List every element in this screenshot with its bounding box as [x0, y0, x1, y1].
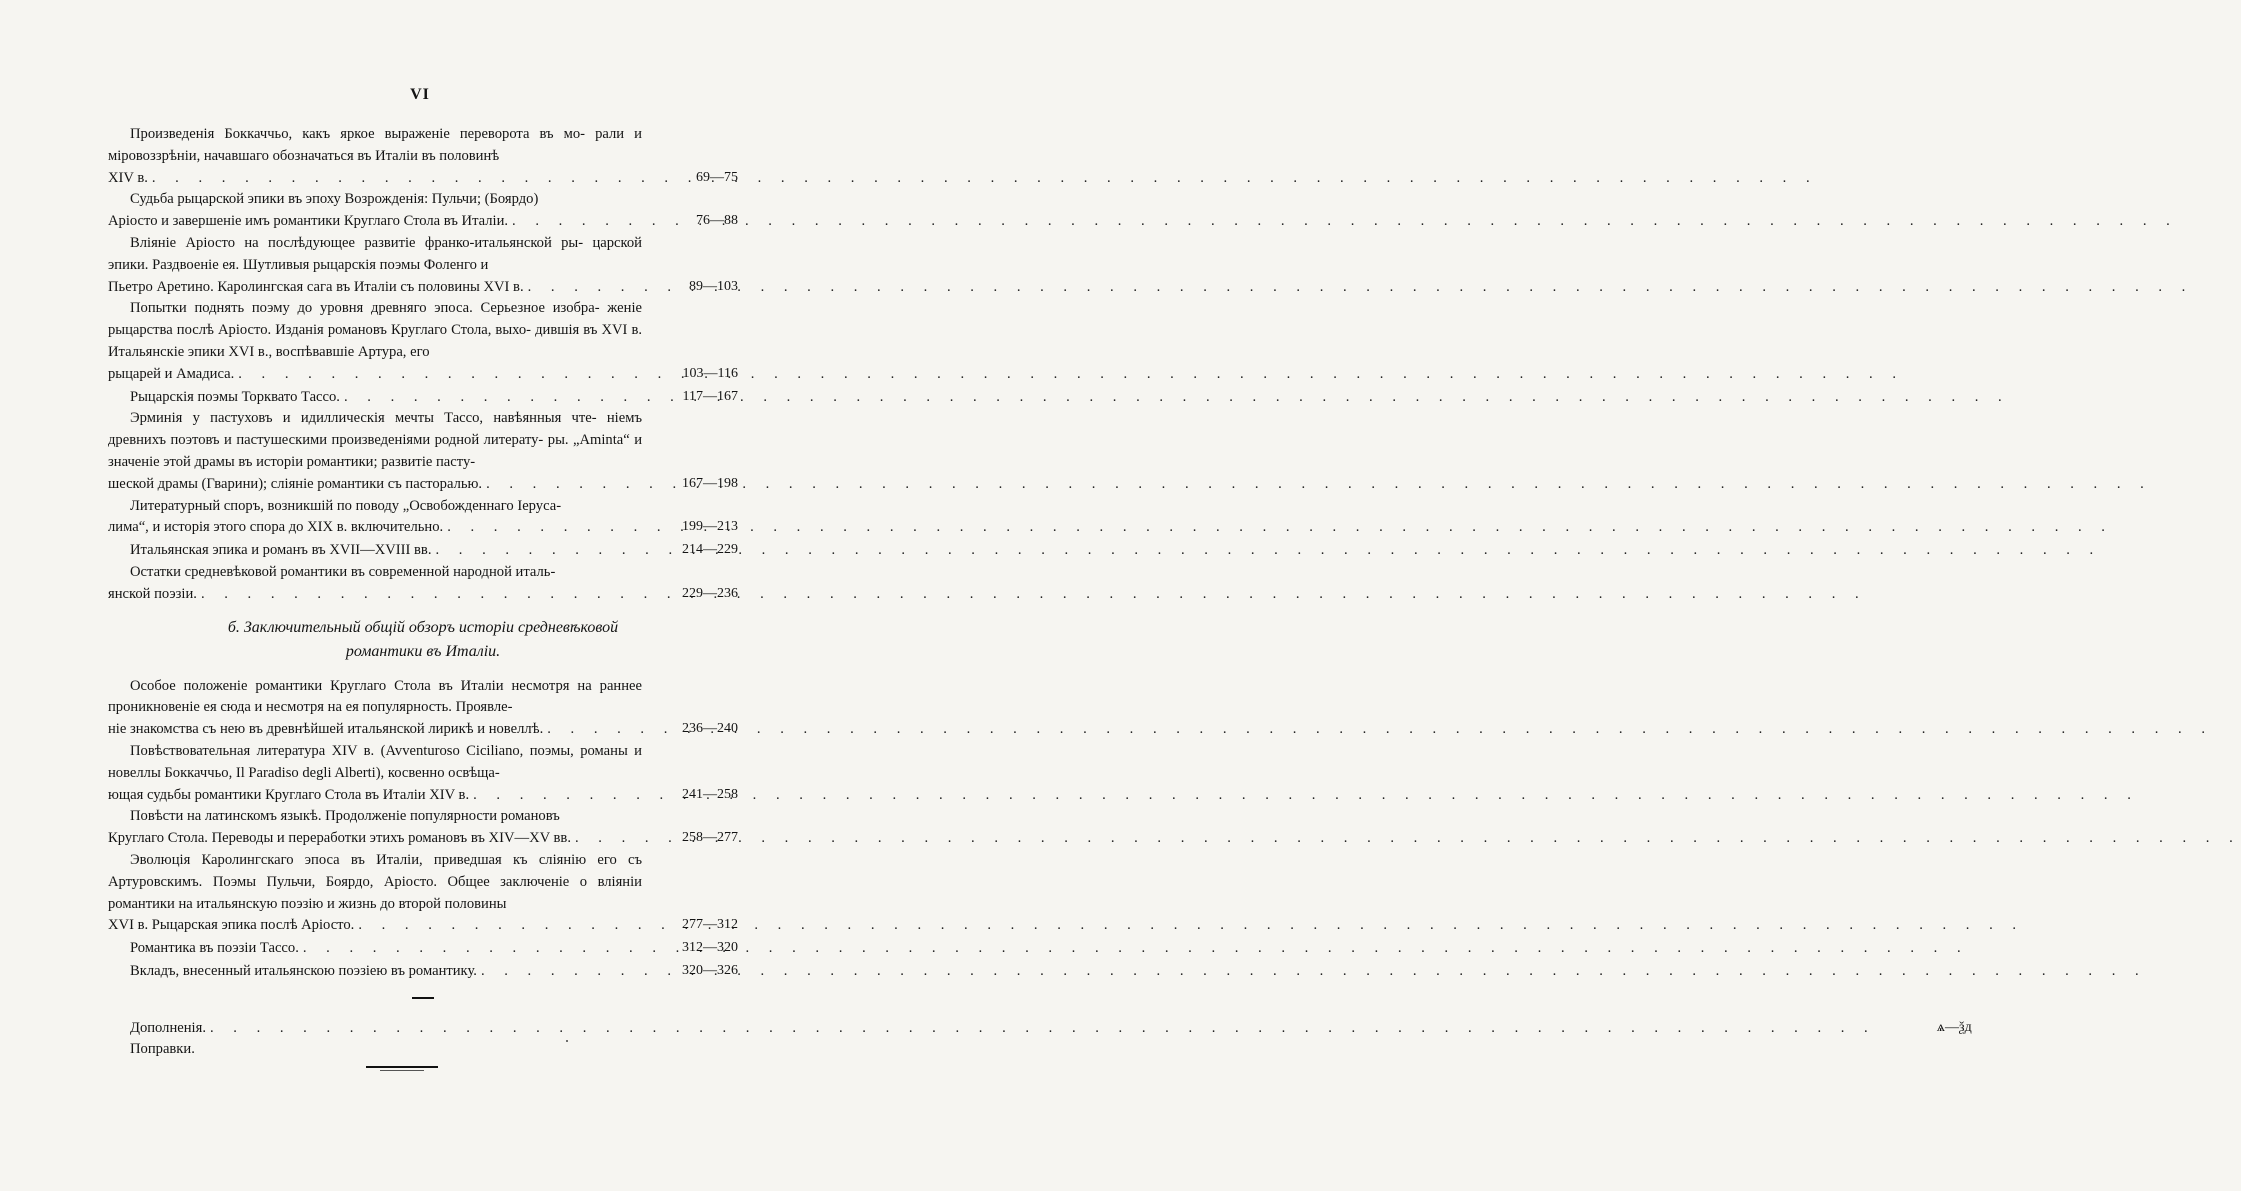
entry-last-line: [108, 938, 642, 960]
entry-text: [108, 806, 642, 850]
appendix-entry: [108, 1039, 738, 1061]
entry-last-line: [108, 168, 642, 190]
dot-leader: [197, 584, 1867, 606]
entry-text: [108, 961, 642, 983]
dot-leader: [543, 719, 2213, 741]
page-range: 236—240: [682, 721, 738, 737]
entry-last-line: [108, 364, 642, 386]
toc-entry: [108, 233, 738, 298]
section-entry: [108, 937, 738, 960]
entry-last-line: [108, 785, 642, 807]
entry-last-line-text: XIV в.: [108, 169, 148, 186]
entry-text: [108, 189, 642, 233]
appendix-label: Поправки.: [130, 1041, 195, 1058]
toc-entry: [108, 189, 738, 233]
entry-last-line-text: рыцарей и Амадиса.: [108, 365, 235, 382]
toc-entry: [108, 496, 738, 540]
entry-last-line-text: Рыцарскія поэмы Торквато Тассо.: [130, 388, 340, 405]
entry-last-line-text: XVI в. Рыцарская эпика послѣ Аріосто.: [108, 917, 355, 934]
entry-last-line-text: Романтика въ поэзіи Тассо.: [130, 940, 299, 957]
entry-text: [108, 387, 642, 409]
entry-last-line: [108, 584, 642, 606]
page-range: 103—116: [682, 365, 738, 381]
page-range: 69—75: [696, 169, 738, 185]
entry-last-line: [108, 961, 642, 983]
entry-paragraph: [108, 741, 642, 785]
entry-paragraph: [108, 124, 642, 168]
section-entry: [108, 850, 738, 937]
entry-last-line: [108, 719, 642, 741]
page-range: 229—236: [682, 585, 738, 601]
entry-last-line: [108, 517, 642, 539]
entry-line: ніемъ древнихъ поэтовъ и пастушескими произведеніями родной литерату-: [108, 410, 642, 449]
entry-text: [108, 540, 642, 562]
toc-entry: [108, 298, 738, 385]
entry-last-line: [108, 277, 642, 299]
entry-line: Эрминія у пастуховъ и идиллическія мечты Тассо, навѣянныя чте-: [130, 410, 597, 427]
entry-line: ры. „Aminta“ и значеніе этой драмы въ исторіи романтики; развитіе пасту-: [108, 432, 642, 470]
toc-entry: [108, 386, 738, 409]
entry-text: [108, 298, 642, 385]
page-range: 117—167: [682, 388, 738, 404]
dot-leader: [354, 915, 2024, 937]
page-range: 241—258: [682, 786, 738, 802]
entry-last-line: [108, 540, 642, 562]
entry-line: Повѣсти на латинскомъ языкѣ. Продолженіе популярности романовъ: [130, 808, 560, 825]
dot-leader: [206, 1018, 1876, 1040]
toc-entry: [108, 124, 738, 189]
entry-last-line-text: янской поэзіи.: [108, 585, 197, 602]
dot-leader: [340, 387, 2010, 409]
appendix-line: [130, 1018, 1876, 1040]
appendix-entries: [108, 1017, 1972, 1062]
section-heading-line-1: б. Заключительный общій обзоръ исторіи средневѣковой: [227, 618, 619, 636]
page-number: VI: [410, 86, 430, 103]
dot-leader: [234, 364, 1904, 386]
section-heading-line-2: романтики въ Италіи.: [345, 642, 501, 660]
entry-paragraph: [108, 850, 642, 915]
entry-line: Судьба рыцарской эпики въ эпоху Возрожденія: Пульчи; (Боярдо): [130, 191, 539, 208]
entry-text: [108, 741, 642, 806]
entry-last-line-text: лима“, и исторія этого спора до XIX в. включительно.: [108, 519, 444, 536]
entry-text: [108, 408, 642, 495]
dot-leader: [299, 938, 1969, 960]
entry-paragraph: [108, 676, 642, 720]
entry-line: Остатки средневѣковой романтики въ современной народной италь-: [130, 563, 556, 580]
entry-paragraph: [108, 496, 642, 518]
page-range: 76—88: [696, 213, 738, 229]
toc-entry: [108, 408, 738, 495]
page-range: 277—312: [682, 917, 738, 933]
entry-line: о вліяніи романтики на итальянскую поэзію и жизнь до второй половины: [108, 873, 642, 912]
dot-leader: [571, 828, 2241, 850]
appendix-line: [130, 1039, 642, 1061]
entry-last-line: [108, 474, 642, 496]
entry-line: Литературный споръ, возникшій по поводу „Освобожденнаго Іеруса-: [130, 497, 562, 514]
entry-line: Попытки поднять поэму до уровня древняго эпоса. Серьезное изобра-: [130, 300, 600, 317]
entry-paragraph: [108, 408, 642, 473]
entry-line: романы и новеллы Боккаччьо, Il Paradiso degli Alberti), косвенно освѣща-: [108, 742, 642, 781]
entry-paragraph: [108, 233, 642, 277]
section-entry: [108, 676, 738, 741]
entry-text: [108, 496, 642, 540]
entry-paragraph: [108, 562, 642, 584]
entry-last-line-text: Итальянская эпика и романъ въ XVII—XVIII вв.: [130, 542, 432, 559]
entry-last-line-text: ющая судьбы романтики Круглаго Стола въ Италіи XIV в.: [108, 786, 470, 803]
entry-text: [108, 233, 642, 298]
toc-entry: [108, 539, 738, 562]
page-range: 199—213: [682, 519, 738, 535]
entry-last-line-text: Круглаго Стола. Переводы и переработки этихъ романовъ въ XIV—XV вв.: [108, 830, 571, 847]
paper-speck: [566, 1040, 568, 1042]
entry-paragraph: [108, 189, 642, 211]
page-range: 258—277: [682, 830, 738, 846]
toc-entries: [108, 124, 738, 606]
page-range: 214—229: [682, 542, 738, 558]
entry-line: царской эпики. Раздвоеніе ея. Шутливыя рыцарскія поэмы Фоленго и: [108, 234, 642, 273]
section-entry: [108, 806, 738, 850]
entry-line: Повѣствовательная литература XIV в. (Avventuroso Ciciliano, поэмы,: [130, 742, 574, 759]
section-heading: [108, 616, 738, 664]
dot-leader: [524, 277, 2194, 299]
entry-line: Особое положеніе романтики Круглаго Стола въ Италіи несмотря на: [130, 677, 592, 694]
entry-text: [108, 850, 642, 937]
entry-line: Произведенія Боккаччьо, какъ яркое выраженіе переворота въ мо-: [130, 126, 586, 142]
dot-leader: [508, 211, 2178, 233]
section-entry: [108, 741, 738, 806]
entry-last-line: [108, 915, 642, 937]
appendix-entry: [108, 1017, 1972, 1040]
entry-line: женіе рыцарства послѣ Аріосто. Изданія романовъ Круглаго Стола, выхо-: [108, 300, 643, 339]
entry-line: Вліяніе Аріосто на послѣдующее развитіе франко-итальянской ры-: [130, 234, 584, 251]
entry-last-line-text: Вкладъ, внесенный итальянскою поэзіею въ романтику.: [130, 962, 477, 979]
entry-last-line-text: Аріосто и завершеніе имъ романтики Круглаго Стола въ Италіи.: [108, 213, 509, 230]
entry-paragraph: [108, 298, 642, 363]
entry-paragraph: [108, 806, 642, 828]
short-divider-rule: [412, 997, 434, 999]
table-of-contents: [108, 124, 1972, 1061]
entry-last-line-text: Пьетро Аретино. Каролингская сага въ Италіи съ половины XVI в.: [108, 278, 524, 295]
entry-line: раннее проникновеніе ея сюда и несмотря на ея популярность. Проявле-: [108, 677, 642, 716]
entry-text: [108, 938, 642, 960]
page-range: 320—326: [682, 962, 738, 978]
entry-last-line: [108, 828, 642, 850]
page-range: [642, 1060, 738, 1061]
entry-text: [108, 562, 642, 606]
entry-line: рали и міровоззрѣніи, начавшаго обозначаться въ Италіи въ половинѣ: [108, 126, 642, 164]
section-entry: [108, 960, 738, 983]
page-range: 312—320: [682, 940, 738, 956]
entry-line: его съ Артуровскимъ. Поэмы Пульчи, Боярдо, Аріосто. Общее заключеніе: [108, 851, 643, 890]
page-range: 167—198: [682, 475, 738, 491]
dot-leader: [148, 168, 1818, 190]
entry-line: дившія въ XVI в. Итальянскіе эпики XVI в., воспѣвавшіе Артура, его: [108, 322, 642, 360]
end-ornament-rule: [366, 1066, 438, 1068]
toc-entry: [108, 562, 738, 606]
section-entries: [108, 676, 738, 983]
entry-last-line-text: ніе знакомства съ нею въ древнѣйшей итальянской лирикѣ и новеллѣ.: [108, 721, 544, 738]
page-range: 89—103: [689, 278, 738, 294]
entry-text: [108, 124, 642, 189]
page-range: ѧ—ѯд: [1936, 1019, 1972, 1035]
entry-line: Эволюція Каролингскаго эпоса въ Италіи, приведшая къ сліянію: [130, 851, 587, 868]
entry-last-line-text: шеской драмы (Гварини); сліяніе романтики съ пасторалью.: [108, 475, 483, 492]
entry-text: [108, 676, 642, 741]
entry-last-line: [108, 387, 642, 409]
appendix-label: Дополненія.: [130, 1019, 206, 1036]
entry-last-line: [108, 211, 642, 233]
